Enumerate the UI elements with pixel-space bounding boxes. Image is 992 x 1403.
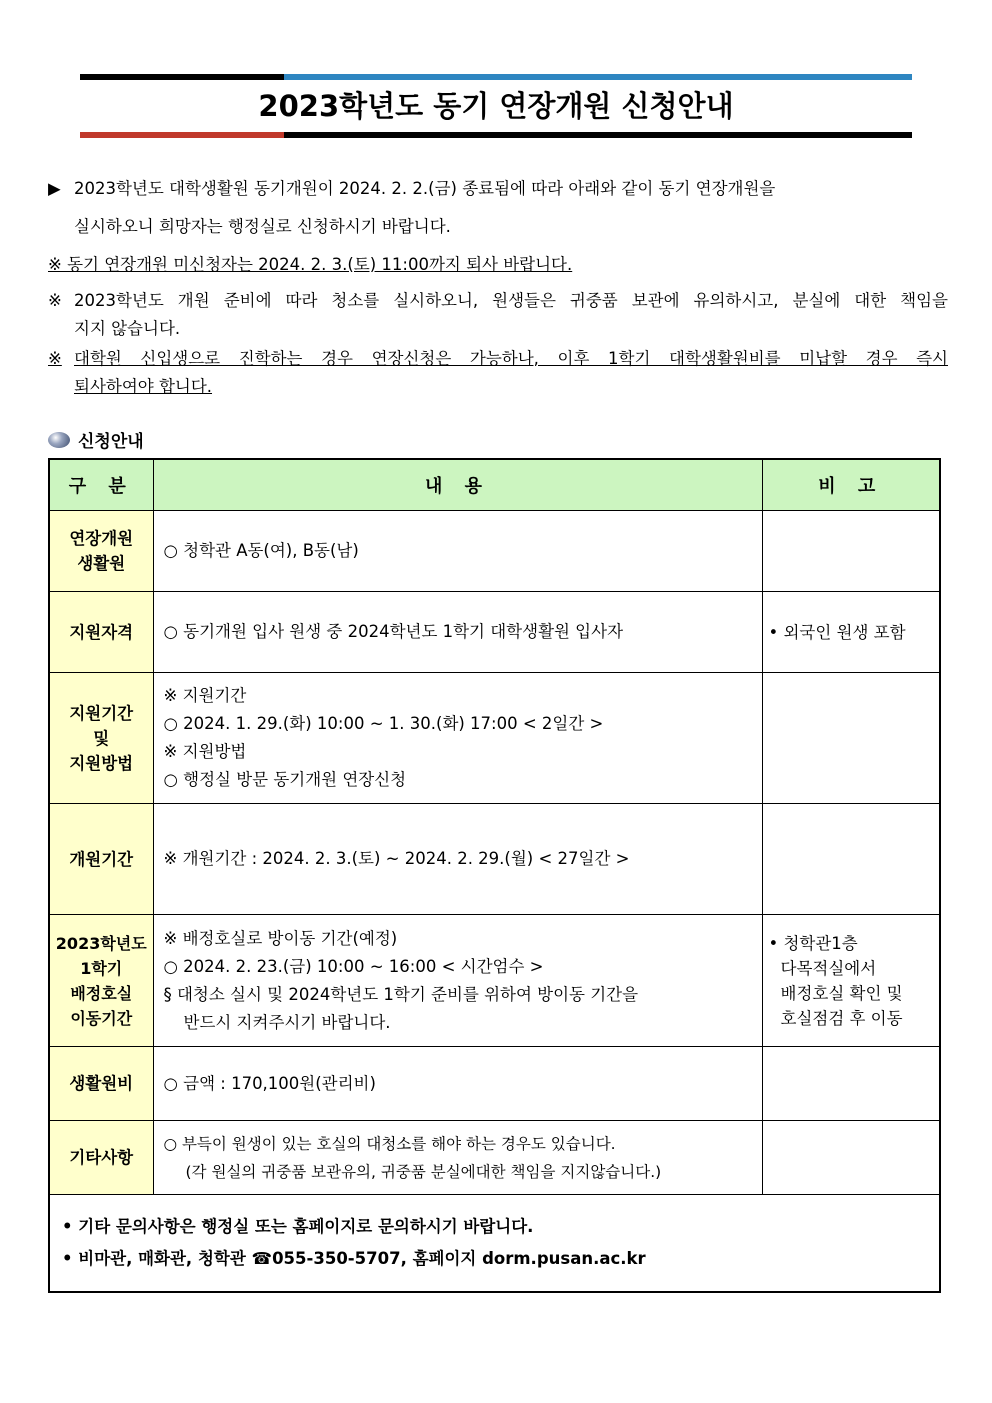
- row-note: [762, 915, 940, 1047]
- cat-line: 지원자격: [69, 622, 134, 642]
- cat-line: 1학기: [80, 958, 123, 978]
- content-line: ○ 부득이 원생이 있는 호실의 대청소를 해야 하는 경우도 있습니다.: [163, 1134, 616, 1153]
- cat-line: 지원방법: [69, 753, 134, 773]
- cat-line: 기타사항: [69, 1148, 134, 1167]
- row-content: [153, 511, 762, 592]
- row-content: [153, 673, 762, 804]
- header-category: 구 분: [49, 459, 153, 511]
- table-row: [49, 1047, 940, 1121]
- note-line: • 청학관1층: [768, 933, 858, 953]
- content-line: § 대청소 실시 및 2024학년도 1학기 준비를 위하여 방이동 기간을: [163, 984, 639, 1004]
- intro-paragraph: [48, 178, 948, 238]
- row-note: [762, 1047, 940, 1121]
- row-content: [153, 915, 762, 1047]
- content-line: ※ 배정호실로 방이동 기간(예정): [163, 928, 398, 948]
- intro-line-2: 실시하오니 희망자는 행정실로 신청하시기 바랍니다.: [74, 217, 451, 236]
- cat-line: 이동기간: [70, 1008, 133, 1028]
- cat-line: 배정호실: [70, 983, 133, 1003]
- table-row: [49, 673, 940, 804]
- table-row: [49, 804, 940, 915]
- cat-line: 생활원: [77, 554, 126, 573]
- intro-line-1: 2023학년도 대학생활원 동기개원이 2024. 2. 2.(금) 종료됨에 따라 아래와 같이 동기 연장개원을: [74, 179, 776, 198]
- row-content: [153, 1047, 762, 1121]
- cat-line: 생활원비: [69, 1074, 134, 1093]
- content-line: ○ 금액 : 170,100원(관리비): [163, 1073, 376, 1093]
- notice-2-line-2: 지지 않습니다.: [74, 319, 181, 338]
- bullet-ball-icon: [48, 432, 70, 448]
- content-line: ○ 2024. 1. 29.(화) 10:00 ~ 1. 30.(화) 17:00 < 2일간 >: [163, 714, 604, 733]
- section-heading: [48, 427, 144, 452]
- notice-3-line-2: 퇴사하여야 합니다.: [74, 377, 213, 396]
- row-note: [762, 1121, 940, 1195]
- reference-mark: ※: [48, 291, 62, 310]
- content-line: (각 원실의 귀중품 보관유의, 귀중품 분실에대한 책임을 지지않습니다.): [185, 1162, 662, 1181]
- row-category: [49, 673, 153, 804]
- row-content: [153, 592, 762, 673]
- note-line: • 외국인 원생 포함: [768, 622, 906, 642]
- row-category: [49, 915, 153, 1047]
- application-table: [48, 458, 941, 1293]
- notice-2: [48, 290, 948, 340]
- notice-2-line-1: 2023학년도 개원 준비에 따라 청소를 실시하오니, 원생들은 귀중품 보관에 유의하시고, 분실에 대한 책임을: [74, 291, 948, 310]
- row-note: [762, 592, 940, 673]
- notice-3-line-1: 대학원 신입생으로 진학하는 경우 연장신청은 가능하나, 이후 1학기 대학생활원비를 미납할 경우 즉시: [74, 349, 948, 368]
- page-title: 2023학년도 동기 연장개원 신청안내: [258, 89, 734, 123]
- note-line: 호실점검 후 이동: [780, 1008, 903, 1028]
- footer-line: • 기타 문의사항은 행정실 또는 홈페이지로 문의하시기 바랍니다.: [62, 1217, 534, 1236]
- content-line: 반드시 지켜주시기 바랍니다.: [183, 1012, 391, 1032]
- footer-line: • 비마관, 매화관, 청학관 ☎055-350-5707, 홈페이지 dorm.pusan.ac.kr: [62, 1249, 646, 1268]
- row-category: [49, 804, 153, 915]
- row-note: [762, 673, 940, 804]
- reference-mark: ※: [48, 349, 62, 368]
- content-line: ※ 지원방법: [163, 742, 247, 761]
- cat-line: 및: [93, 728, 110, 748]
- cat-line: 개원기간: [69, 849, 134, 869]
- table-row: [49, 592, 940, 673]
- content-line: ○ 청학관 A동(여), B동(남): [163, 541, 359, 560]
- row-category: [49, 592, 153, 673]
- table-header-row: [49, 459, 940, 511]
- content-line: ※ 개원기간 : 2024. 2. 3.(토) ~ 2024. 2. 29.(월) < 27일간 >: [163, 849, 630, 868]
- header-content: 내 용: [153, 459, 762, 511]
- table-row: [49, 1121, 940, 1195]
- section-title: 신청안내: [78, 432, 144, 452]
- title-bottom-rule: [80, 132, 912, 138]
- cat-line: 연장개원: [69, 529, 134, 548]
- row-category: [49, 511, 153, 592]
- notice-3: [48, 348, 948, 398]
- content-line: ○ 동기개원 입사 원생 중 2024학년도 1학기 대학생활원 입사자: [163, 622, 624, 641]
- row-note: [762, 511, 940, 592]
- content-line: ○ 2024. 2. 23.(금) 10:00 ~ 16:00 < 시간엄수 >: [163, 956, 544, 976]
- contact-info: [49, 1195, 940, 1293]
- table-footer-row: [49, 1195, 940, 1293]
- row-content: [153, 804, 762, 915]
- row-content: [153, 1121, 762, 1195]
- cat-line: 지원기간: [69, 703, 134, 723]
- table-row: [49, 915, 940, 1047]
- content-line: ※ 지원기간: [163, 686, 247, 705]
- notice-1: ※ 동기 연장개원 미신청자는 2024. 2. 3.(토) 11:00까지 퇴사 바랍니다.: [48, 255, 573, 274]
- row-category: [49, 1121, 153, 1195]
- table-row: [49, 511, 940, 592]
- note-line: 다목적실에서: [780, 958, 877, 978]
- cat-line: 2023학년도: [55, 933, 147, 953]
- header-note: 비 고: [762, 459, 940, 511]
- content-line: ○ 행정실 방문 동기개원 연장신청: [163, 770, 407, 789]
- arrow-icon: ▶: [48, 179, 61, 198]
- title-top-rule: [80, 74, 912, 80]
- row-note: [762, 804, 940, 915]
- note-line: 배정호실 확인 및: [780, 983, 903, 1003]
- row-category: [49, 1047, 153, 1121]
